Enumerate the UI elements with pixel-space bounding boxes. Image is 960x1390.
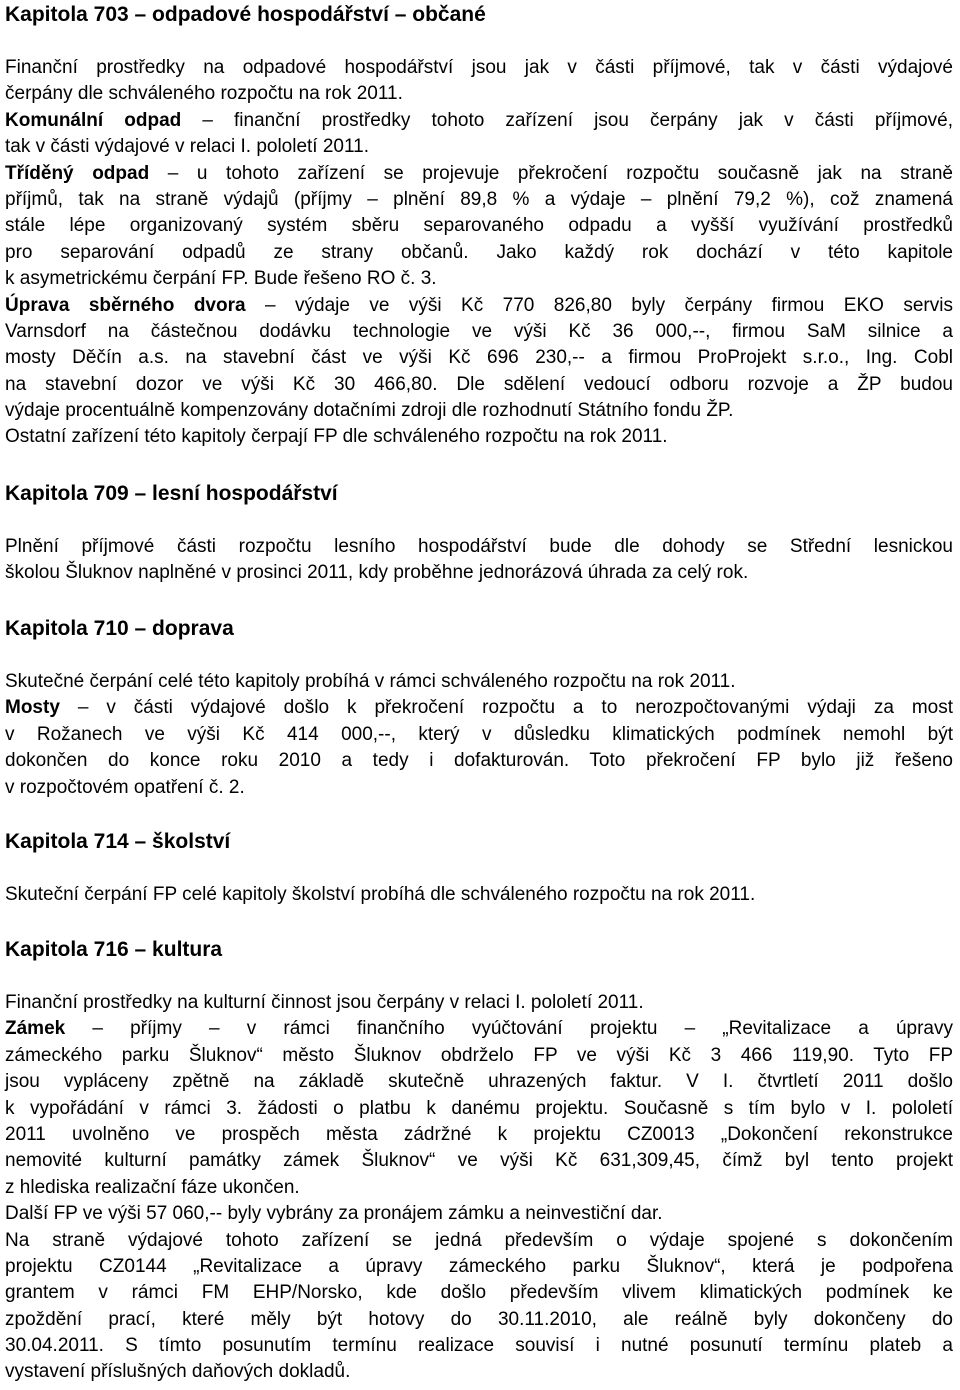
text-run: výdaje procentuálně kompenzovány dotačními zdroji dle rozhodnutí Státního fondu ŽP.	[5, 400, 734, 422]
text-line	[5, 319, 953, 345]
text-run: z hlediska realizační fáze ukončen.	[5, 1176, 300, 1198]
text-line	[5, 108, 953, 134]
text-run: Ostatní zařízení této kapitoly čerpají FP dle schváleného rozpočtu na rok 2011.	[5, 426, 668, 448]
text-line	[5, 1122, 953, 1148]
text-line	[5, 775, 953, 801]
heading-kapitola-714: Kapitola 714 – školství	[5, 830, 231, 853]
text-run: příjmů, tak na straně výdajů (příjmy – plnění 89,8 % a výdaje – plnění 79,2 %), což znamená	[5, 188, 953, 210]
bold-term: Komunální odpad	[5, 109, 182, 131]
text-run: grantem v rámci FM EHP/Norsko, kde došlo především vlivem klimatických podmínek ke	[5, 1282, 953, 1304]
text-line	[5, 424, 953, 450]
text-run: Finanční prostředky na kulturní činnost jsou čerpány v relaci I. pololetí 2011.	[5, 992, 644, 1013]
heading-kapitola-703: Kapitola 703 – odpadové hospodářství – občané	[5, 3, 486, 26]
text-run: Plnění příjmové části rozpočtu lesního hospodářství bude dle dohody se Střední lesnickou	[5, 536, 953, 557]
text-line	[5, 1043, 953, 1069]
text-run: – výdaje ve výši Kč 770 826,80 byly čerpány firmou EKO servis	[245, 294, 953, 316]
text-line	[5, 560, 953, 586]
section-714-body	[5, 882, 953, 908]
text-run: stále lépe organizovaný systém sběru separovaného odpadu a vyšší využívání prostředků	[5, 215, 953, 237]
text-run: – v části výdajové došlo k překročení rozpočtu a to nerozpočtovanými výdaji za most	[59, 697, 953, 719]
text-run: pro separování odpadů ze strany občanů. Jako každý rok dochází v této kapitole	[5, 241, 953, 263]
text-line	[5, 1175, 953, 1201]
text-line	[5, 1069, 953, 1095]
section-709-body	[5, 534, 953, 587]
text-line	[5, 1016, 953, 1042]
heading-kapitola-709: Kapitola 709 – lesní hospodářství	[5, 482, 338, 505]
text-run: – finanční prostředky tohoto zařízení jsou čerpány jak v části příjmové,	[181, 109, 954, 131]
section-703-body	[5, 55, 953, 451]
text-run: v Rožanech ve výši Kč 414 000,--, který v důsledku klimatických podmínek nemohl být	[5, 723, 953, 745]
text-run: zpoždění prací, které měly být hotovy do 30.11.2010, ale reálně byly dokončeny do	[5, 1308, 953, 1330]
text-line	[5, 161, 953, 187]
text-run: čerpány dle schváleného rozpočtu na rok 2011.	[5, 83, 403, 105]
text-line	[5, 81, 953, 107]
text-run: Na straně výdajové tohoto zařízení se jedná především o výdaje spojené s dokončením	[5, 1229, 953, 1251]
text-run: Finanční prostředky na odpadové hospodářství jsou jak v části příjmové, tak v části výdajové	[5, 57, 953, 78]
text-run: Skuteční čerpání FP celé kapitoly školství probíhá dle schváleného rozpočtu na rok 2011.	[5, 884, 756, 905]
text-line	[5, 1359, 953, 1385]
text-line	[5, 240, 953, 266]
text-line	[5, 266, 953, 292]
text-line	[5, 1148, 953, 1174]
section-710-body	[5, 669, 953, 801]
text-line	[5, 1254, 953, 1280]
text-run: projektu CZ0144 „Revitalizace a úpravy zámeckého parku Šluknov“, která je podpořena	[5, 1255, 953, 1277]
text-line	[5, 345, 953, 371]
text-run: jsou vypláceny zpětně na základě skutečně uhrazených faktur. V I. čtvrtletí 2011 došlo	[5, 1071, 953, 1093]
bold-term: Tříděný odpad	[5, 162, 150, 184]
bold-term: Zámek	[5, 1018, 66, 1040]
text-run: dokončen do konce roku 2010 a tedy i dofakturován. Toto překročení FP bylo již řešeno	[5, 750, 953, 772]
text-line	[5, 213, 953, 239]
text-line	[5, 55, 953, 81]
text-run: k asymetrickému čerpání FP. Bude řešeno RO č. 3.	[5, 268, 437, 290]
text-line	[5, 990, 953, 1016]
text-line	[5, 187, 953, 213]
heading-kapitola-716: Kapitola 716 – kultura	[5, 938, 223, 961]
text-line	[5, 1201, 953, 1227]
text-run: školou Šluknov naplněné v prosinci 2011, kdy proběhne jednorázová úhrada za celý rok.	[5, 562, 749, 584]
text-line	[5, 1307, 953, 1333]
text-run: k vypořádání v rámci 3. žádosti o platbu k danému projektu. Současně s tím bylo v I. pololetí	[5, 1097, 953, 1119]
text-line	[5, 748, 953, 774]
text-line	[5, 1280, 953, 1306]
text-line	[5, 695, 953, 721]
text-run: Skutečné čerpání celé této kapitoly probíhá v rámci schváleného rozpočtu na rok 2011.	[5, 671, 736, 692]
text-line	[5, 1096, 953, 1122]
text-run: zámeckého parku Šluknov“ město Šluknov obdrželo FP ve výši Kč 3 466 119,90. Tyto FP	[5, 1044, 953, 1066]
text-run: mosty Děčín a.s. na stavební část ve výši Kč 696 230,-- a firmou ProProjekt s.r.o., Ing. Cobl	[5, 347, 953, 369]
heading-kapitola-710: Kapitola 710 – doprava	[5, 617, 234, 640]
text-line	[5, 722, 953, 748]
text-run: 30.04.2011. S tímto posunutím termínu realizace souvisí i nutné posunutí termínu plateb a	[5, 1335, 953, 1357]
text-line	[5, 398, 953, 424]
text-line	[5, 372, 953, 398]
text-line	[5, 882, 953, 908]
text-line	[5, 134, 953, 160]
text-run: nemovité kulturní památky zámek Šluknov“ ve výši Kč 631,309,45, čímž byl tento projekt	[5, 1150, 953, 1172]
section-716-body	[5, 990, 953, 1386]
text-line	[5, 534, 953, 560]
text-run: tak v části výdajové v relaci I. pololetí 2011.	[5, 136, 369, 158]
text-run: Varnsdorf na částečnou dodávku technologie ve výši Kč 36 000,--, firmou SaM silnice a	[5, 320, 953, 342]
text-run: na stavební dozor ve výši Kč 30 466,80. Dle sdělení vedoucí odboru rozvoje a ŽP budou	[5, 373, 953, 395]
text-run: – příjmy – v rámci finančního vyúčtování projektu – „Revitalizace a úpravy	[65, 1018, 953, 1040]
text-run: 2011 uvolněno ve prospěch města zádržné k projektu CZ0013 „Dokončení rekonstrukce	[5, 1123, 953, 1145]
text-run: – u tohoto zařízení se projevuje překročení rozpočtu současně jak na straně	[149, 162, 954, 184]
text-line	[5, 1333, 953, 1359]
text-run: v rozpočtovém opatření č. 2.	[5, 776, 245, 798]
text-line	[5, 1228, 953, 1254]
text-line	[5, 669, 953, 695]
text-run: vystavení příslušných daňových dokladů.	[5, 1361, 351, 1383]
bold-term: Úprava sběrného dvora	[5, 294, 246, 316]
text-run: Další FP ve výši 57 060,-- byly vybrány za pronájem zámku a neinvestiční dar.	[5, 1203, 663, 1225]
text-line	[5, 293, 953, 319]
bold-term: Mosty	[5, 697, 60, 719]
